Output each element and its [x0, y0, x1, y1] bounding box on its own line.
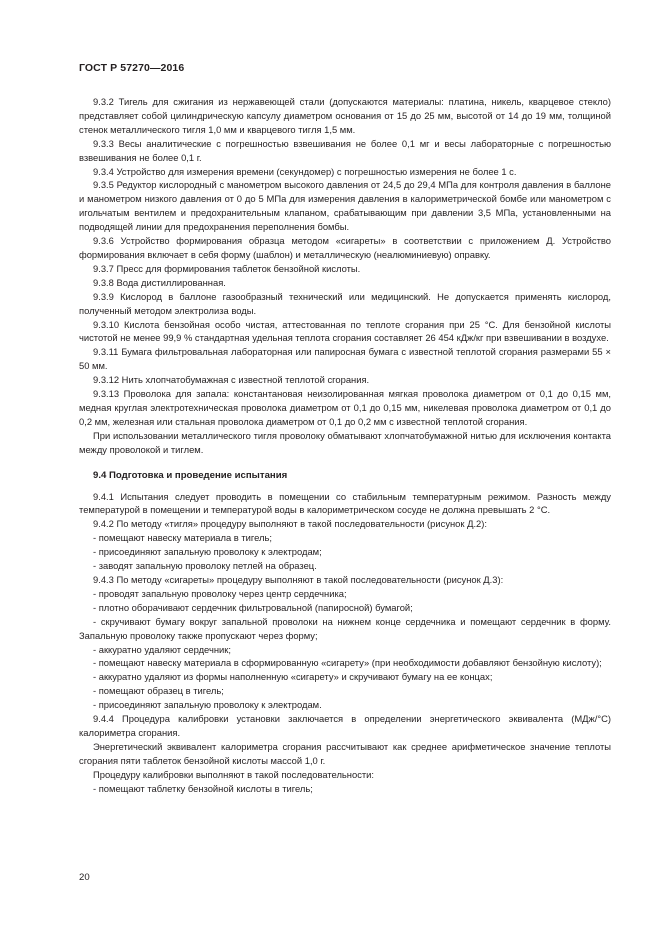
paragraph: 9.3.13 Проволока для запала: константановая неизолированная мягкая проволока диаметром от 0,1 до 0,15 мм, медная круглая электротехническая проволока диаметром от 0,1 до 0,15 мм, никелевая проволока диаметром от 0,1 до 0,2 мм, железная или стальная проволока диаметром от 0,1 до 0,2 мм с известной теплотой сгорания.	[79, 388, 611, 427]
paragraph: 9.3.5 Редуктор кислородный с манометром высокого давления от 24,5 до 29,4 МПа для контроля давления в баллоне и манометром низкого давления от 0 до 5 МПа для измерения давления в калориметрической бомбе или манометром с игольчатым вентилем и предохранительным клапаном, срабатывающим при давлении 3,5 МПа, установленными на подводящей линии для предохранения переполнения бомбы.	[79, 179, 611, 233]
section-heading: 9.4 Подготовка и проведение испытания	[93, 469, 288, 481]
paragraph: 9.4.2 По методу «тигля» процедуру выполняют в такой последовательности (рисунок Д.2):	[93, 518, 487, 530]
paragraph: При использовании металлического тигля проволоку обматывают хлопчатобумажной нитью для исключения контакта между проволокой и тиглем.	[79, 429, 611, 455]
page-body	[79, 95, 611, 796]
paragraph: 9.4.3 По методу «сигареты» процедуру выполняют в такой последовательности (рисунок Д.3):	[93, 574, 504, 585]
procedure-list	[79, 490, 611, 796]
paragraph: - помещают навеску материала в сформированную «сигарету» (при необходимости добавляют бензойную кислоту);	[93, 657, 602, 669]
paragraph: - заводят запальную проволоку петлей на образец.	[93, 560, 317, 572]
paragraph: 9.3.6 Устройство формирования образца методом «сигареты» в соответствии с приложением Д. Устройство формирования включает в себя форму (шаблон) и металлическую (неалюминиевую) оправку.	[79, 235, 611, 260]
paragraph: Энергетический эквивалент калориметра сгорания рассчитывают как среднее арифметическое значение теплоты сгорания пяти таблеток бензойной кислоты массой 1,0 г.	[79, 740, 611, 766]
paragraph: 9.3.2 Тигель для сжигания из нержавеющей стали (допускаются материалы: платина, никель, кварцевое стекло) представляет собой цилиндрическую капсулу диаметром основания от 15 до 25 мм, высотой от 14 до 19 мм, толщиной стенок металлического тигля 1,0 мм и кварцевого тигля 1,5 мм.	[79, 96, 611, 135]
paragraph: - помещают навеску материала в тигель;	[93, 532, 272, 544]
paragraph: 9.3.4 Устройство для измерения времени (секундомер) с погрешностью измерения не более 1 с.	[93, 165, 517, 177]
paragraph: Процедуру калибровки выполняют в такой последовательности:	[93, 768, 375, 780]
paragraph: 9.4.4 Процедура калибровки установки заключается в определении энергетического эквивалента (МДж/°С) калориметра сгорания.	[79, 713, 611, 738]
paragraph: 9.3.10 Кислота бензойная особо чистая, аттестованная по теплоте сгорания при 25 °С. Для бензойной кислоты чистотой не менее 99,9 % стандартная удельная теплота сгорания составляет 26 454 кДж/кг при взвешивании в воздухе.	[79, 318, 611, 344]
paragraph: - проводят запальную проволоку через центр сердечника;	[93, 587, 347, 599]
paragraph: 9.3.9 Кислород в баллоне газообразный технический или медицинский. Не допускается применять кислород, полученный методом электролиза воды.	[79, 290, 611, 316]
paragraph: - плотно оборачивают сердечник фильтровальной (папиросной) бумагой;	[93, 601, 413, 613]
paragraph: 9.3.8 Вода дистиллированная.	[93, 276, 226, 288]
paragraph: - помещают таблетку бензойной кислоты в тигель;	[93, 782, 313, 794]
document-header: ГОСТ Р 57270—2016	[79, 62, 185, 74]
paragraph: - аккуратно удаляют из формы наполненную «сигарету» и скручивают бумагу на ее концах;	[93, 671, 493, 683]
paragraph: 9.3.12 Нить хлопчатобумажная с известной теплотой сгорания.	[93, 374, 370, 386]
paragraph: 9.3.3 Весы аналитические с погрешностью взвешивания не более 0,1 мг и весы лабораторные с погрешностью взвешивания не более 0,1 г.	[79, 137, 611, 163]
paragraph: - помещают образец в тигель;	[93, 685, 224, 697]
paragraph: - присоединяют запальную проволоку к электродам.	[93, 699, 322, 711]
paragraph: 9.4.1 Испытания следует проводить в помещении со стабильным температурным режимом. Разность между температурой в помещении и температурой воды в калориметрическом сосуде не должна превышать 2 °С.	[79, 490, 611, 516]
paragraph: 9.3.11 Бумага фильтровальная лабораторная или папиросная бумага с известной теплотой сгорания размерами 55 × 50 мм.	[79, 346, 611, 372]
paragraph: - аккуратно удаляют сердечник;	[93, 643, 231, 655]
paragraph: 9.3.7 Пресс для формирования таблеток бензойной кислоты.	[93, 262, 361, 274]
paragraph: - скручивают бумагу вокруг запальной проволоки на нижнем конце сердечника и помещают сердечник в форму. Запальную проволоку также пропускают через форму;	[79, 615, 611, 641]
page-number: 20	[79, 872, 90, 883]
equipment-list	[79, 95, 611, 457]
paragraph: - присоединяют запальную проволоку к электродам;	[93, 546, 322, 558]
